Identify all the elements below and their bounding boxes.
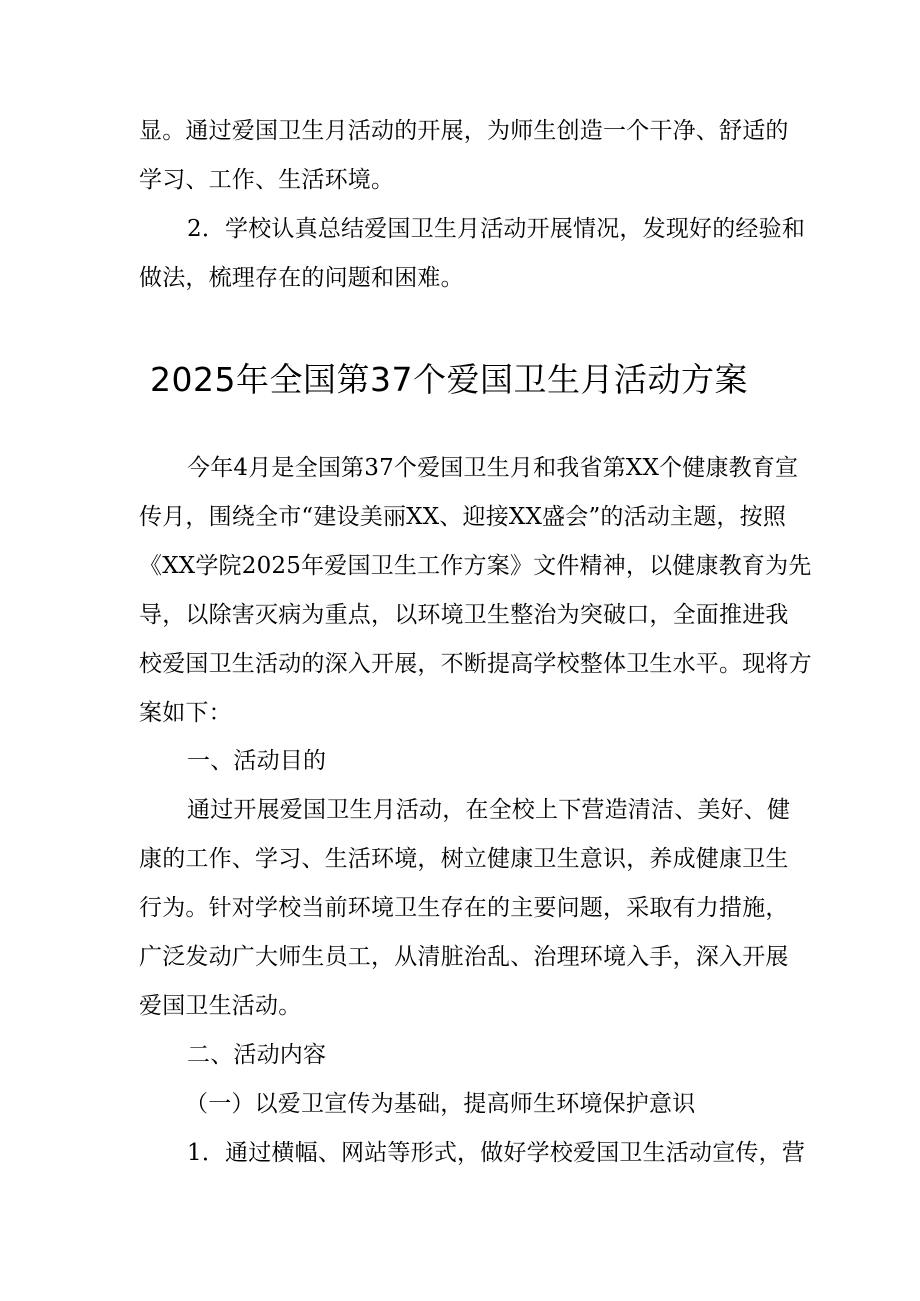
intro-line: 今年4月是全国第37个爱国卫生月和我省第XX个健康教育宣	[187, 455, 799, 481]
intro-line: 案如下：	[139, 700, 232, 726]
intro-line: 传月，围绕全市“建设美丽XX、迎接XX盛会”的活动主题，按照	[139, 504, 787, 530]
section-line: 康的工作、学习、生活环境，树立健康卫生意识，养成健康卫生	[139, 846, 789, 872]
intro-line: 校爱国卫生活动的深入开展，不断提高学校整体卫生水平。现将方	[139, 651, 812, 677]
section-line: 行为。针对学校当前环境卫生存在的主要问题，采取有力措施，	[139, 895, 789, 921]
intro-line: 导，以除害灭病为重点，以环境卫生整治为突破口，全面推进我	[139, 602, 789, 628]
section-heading: 二、活动内容	[187, 1042, 327, 1068]
list-item-line: 2．学校认真总结爱国卫生月活动开展情况，发现好的经验和	[187, 216, 806, 242]
paragraph-line: 显。通过爱国卫生月活动的开展，为师生创造一个干净、舒适的	[139, 118, 789, 144]
section-heading: 一、活动目的	[187, 748, 327, 774]
paragraph-line: 学习、工作、生活环境。	[139, 167, 395, 193]
subsection-heading: （一）以爱卫宣传为基础，提高师生环境保护意识	[185, 1091, 696, 1117]
list-item-line: 做法，梳理存在的问题和困难。	[139, 265, 464, 291]
list-item-line: 1．通过横幅、网站等形式，做好学校爱国卫生活动宣传，营	[187, 1140, 806, 1166]
section-line: 爱国卫生活动。	[139, 993, 302, 1019]
document-title: 2025年全国第37个爱国卫生月活动方案	[150, 360, 748, 399]
section-line: 广泛发动广大师生员工，从清脏治乱、治理环境入手，深入开展	[139, 944, 789, 970]
section-line: 通过开展爱国卫生月活动，在全校上下营造清洁、美好、健	[187, 797, 791, 823]
intro-line: 《XX学院2025年爱国卫生工作方案》文件精神，以健康教育为先	[139, 553, 812, 579]
